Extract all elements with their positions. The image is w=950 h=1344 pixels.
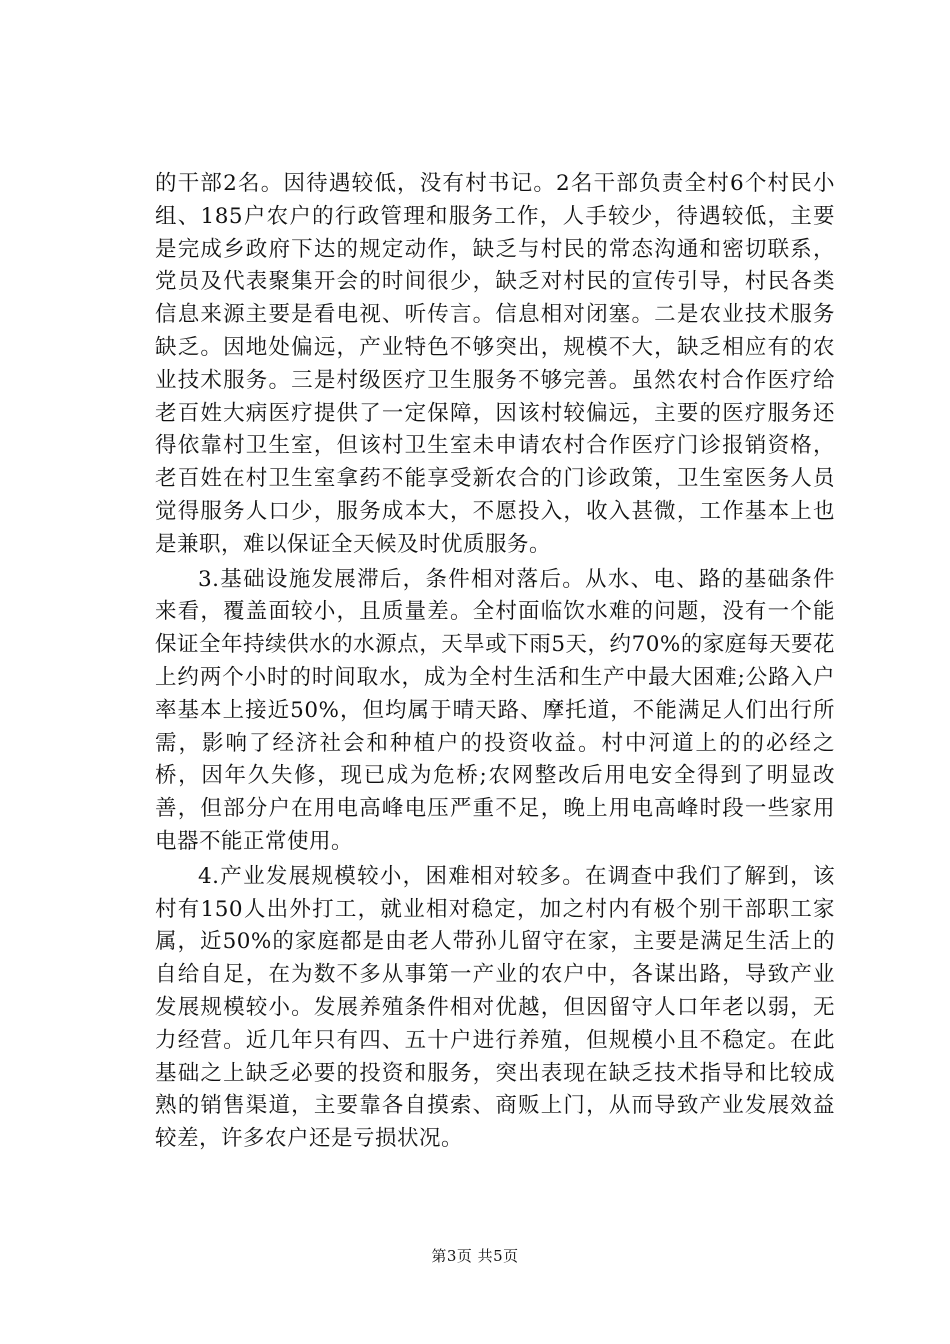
paragraph-1: 的干部2名。因待遇较低，没有村书记。2名干部负责全村6个村民小组、185户农户的行政管理和服务工作，人手较少，待遇较低，主要是完成乡政府下达的规定动作，缺乏与村民的常态沟通和密切联系，党员及代表聚集开会的时间很少，缺乏对村民的宣传引导，村民各类信息来源主要是看电视、听传言。信息相对闭塞。二是农业技术服务缺乏。因地处偏远，产业特色不够突出，规模不大，缺乏相应有的农业技术服务。三是村级医疗卫生服务不够完善。虽然农村合作医疗给老百姓大病医疗提供了一定保障，因该村较偏远，主要的医疗服务还得依靠村卫生室，但该村卫生室未申请农村合作医疗门诊报销资格，老百姓在村卫生室拿药不能享受新农合的门诊政策，卫生室医务人员觉得服务人口少，服务成本大，不愿投入，收入甚微，工作基本上也是兼职，难以保证全天候及时优质服务。	[155, 171, 835, 557]
paragraph-3: 4.产业发展规模较小，困难相对较多。在调查中我们了解到，该村有150人出外打工，就业相对稳定，加之村内有极个别干部职工家属，近50%的家庭都是由老人带孙儿留守在家，主要是满足生活上的自给自足，在为数不多从事第一产业的农户中，各谋出路，导致产业发展规模较小。发展养殖条件相对优越，但因留守人口年老以弱，无力经营。近几年只有四、五十户进行养殖，但规模小且不稳定。在此基础之上缺乏必要的投资和服务，突出表现在缺乏技术指导和比较成熟的销售渠道，主要靠各自摸索、商贩上门，从而导致产业发展效益较差，许多农户还是亏损状况。	[155, 863, 835, 1152]
paragraph-2: 3.基础设施发展滞后，条件相对落后。从水、电、路的基础条件来看，覆盖面较小，且质量差。全村面临饮水难的问题，没有一个能保证全年持续供水的水源点，天旱或下雨5天，约70%的家庭每天要花上约两个小时的时间取水，成为全村生活和生产中最大困难;公路入户率基本上接近50%，但均属于晴天路、摩托道，不能满足人们出行所需，影响了经济社会和种植户的投资收益。村中河道上的的必经之桥，因年久失修，现已成为危桥;农网整改后用电安全得到了明显改善，但部分户在用电高峰电压严重不足，晚上用电高峰时段一些家用电器不能正常使用。	[155, 566, 835, 854]
document-body	[155, 168, 835, 1156]
page-footer: 第3页 共5页	[431, 1247, 519, 1265]
